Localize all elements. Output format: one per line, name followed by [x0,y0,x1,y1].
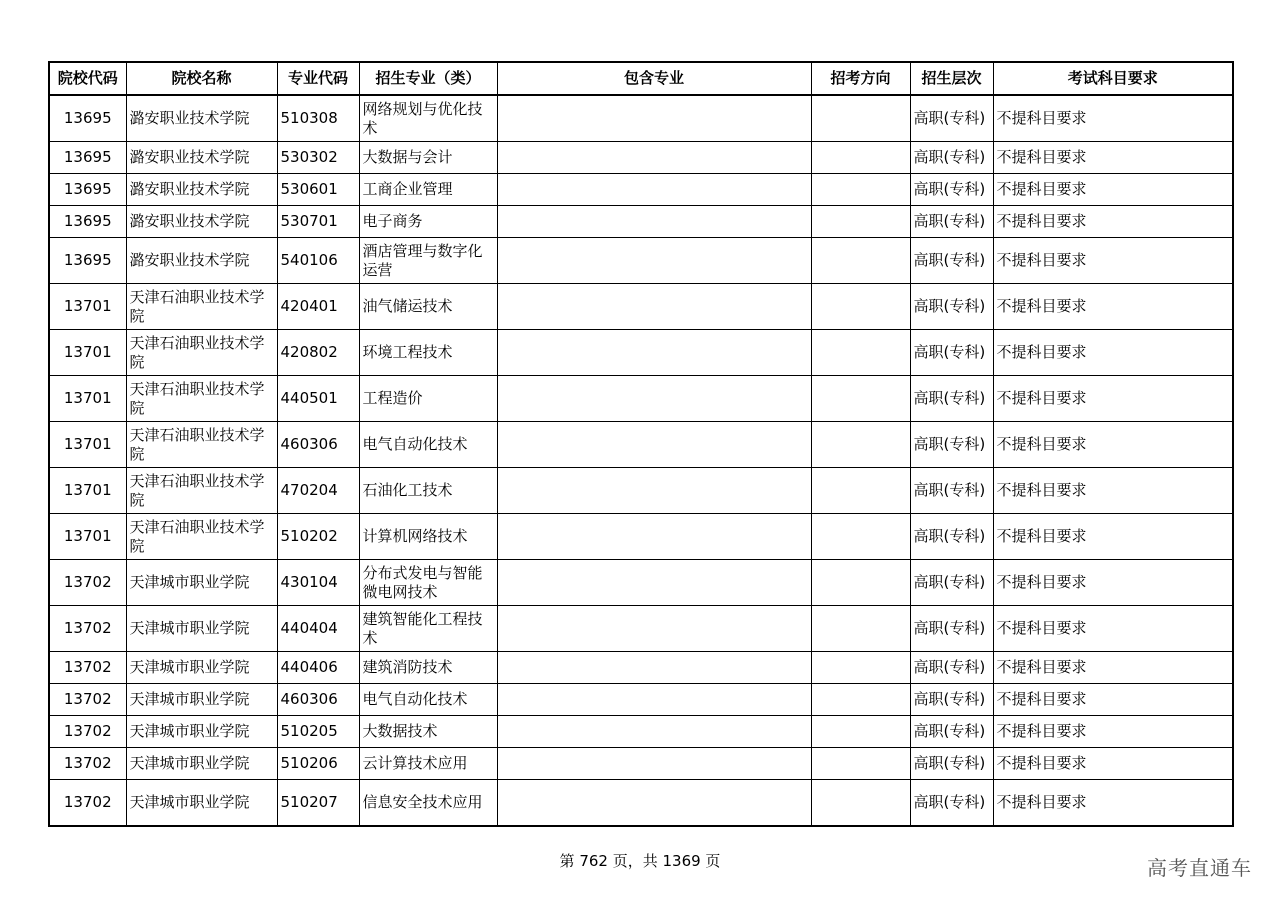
direction-cell [811,780,910,827]
direction-cell [811,284,910,330]
school-name-cell: 天津石油职业技术学院 [126,376,277,422]
direction-cell [811,560,910,606]
table-row [49,716,1233,748]
enrollment-table [48,61,1234,827]
direction-cell [811,174,910,206]
school-name-cell: 天津石油职业技术学院 [126,330,277,376]
subject-requirement-cell: 不提科目要求 [993,206,1233,238]
direction-cell [811,95,910,142]
level-cell: 高职(专科) [910,422,993,468]
level-cell: 高职(专科) [910,206,993,238]
table-row [49,652,1233,684]
major-cell: 工商企业管理 [359,174,497,206]
direction-cell [811,206,910,238]
level-cell: 高职(专科) [910,748,993,780]
direction-cell [811,606,910,652]
subject-requirement-cell: 不提科目要求 [993,422,1233,468]
level-cell: 高职(专科) [910,376,993,422]
direction-cell [811,716,910,748]
level-cell: 高职(专科) [910,560,993,606]
major-cell: 信息安全技术应用 [359,780,497,827]
level-cell: 高职(专科) [910,330,993,376]
major-cell: 环境工程技术 [359,330,497,376]
school-name-cell: 天津城市职业学院 [126,652,277,684]
school-name-cell: 潞安职业技术学院 [126,95,277,142]
level-cell: 高职(专科) [910,238,993,284]
included-majors-cell [497,652,811,684]
table-row [49,238,1233,284]
school-name-cell: 潞安职业技术学院 [126,238,277,284]
level-cell: 高职(专科) [910,468,993,514]
table-row [49,780,1233,827]
direction-cell [811,684,910,716]
school-name-cell: 天津石油职业技术学院 [126,514,277,560]
level-cell: 高职(专科) [910,716,993,748]
header-school-name: 院校名称 [126,62,277,95]
table-row [49,606,1233,652]
major-code-cell: 460306 [277,422,359,468]
subject-requirement-cell: 不提科目要求 [993,95,1233,142]
table-row [49,422,1233,468]
header-major: 招生专业（类） [359,62,497,95]
direction-cell [811,238,910,284]
subject-requirement-cell: 不提科目要求 [993,684,1233,716]
table-row [49,684,1233,716]
header-major-code: 专业代码 [277,62,359,95]
level-cell: 高职(专科) [910,606,993,652]
school-name-cell: 潞安职业技术学院 [126,174,277,206]
header-included-majors: 包含专业 [497,62,811,95]
major-cell: 工程造价 [359,376,497,422]
major-code-cell: 440404 [277,606,359,652]
subject-requirement-cell: 不提科目要求 [993,330,1233,376]
major-code-cell: 470204 [277,468,359,514]
included-majors-cell [497,468,811,514]
subject-requirement-cell: 不提科目要求 [993,142,1233,174]
major-code-cell: 510207 [277,780,359,827]
school-code-cell: 13701 [49,330,126,376]
included-majors-cell [497,174,811,206]
major-code-cell: 440501 [277,376,359,422]
direction-cell [811,652,910,684]
table-row [49,284,1233,330]
school-code-cell: 13702 [49,652,126,684]
level-cell: 高职(专科) [910,652,993,684]
school-code-cell: 13695 [49,174,126,206]
level-cell: 高职(专科) [910,174,993,206]
major-code-cell: 510205 [277,716,359,748]
school-name-cell: 天津城市职业学院 [126,716,277,748]
school-name-cell: 天津石油职业技术学院 [126,468,277,514]
major-code-cell: 460306 [277,684,359,716]
included-majors-cell [497,95,811,142]
included-majors-cell [497,238,811,284]
major-code-cell: 420802 [277,330,359,376]
included-majors-cell [497,514,811,560]
table-row [49,376,1233,422]
school-code-cell: 13701 [49,376,126,422]
level-cell: 高职(专科) [910,142,993,174]
major-cell: 电子商务 [359,206,497,238]
table-row [49,560,1233,606]
level-cell: 高职(专科) [910,514,993,560]
level-cell: 高职(专科) [910,284,993,330]
major-cell: 石油化工技术 [359,468,497,514]
header-school-code: 院校代码 [49,62,126,95]
subject-requirement-cell: 不提科目要求 [993,560,1233,606]
level-cell: 高职(专科) [910,95,993,142]
major-cell: 云计算技术应用 [359,748,497,780]
level-cell: 高职(专科) [910,780,993,827]
major-code-cell: 420401 [277,284,359,330]
header-subject-requirement: 考试科目要求 [993,62,1233,95]
major-cell: 大数据技术 [359,716,497,748]
subject-requirement-cell: 不提科目要求 [993,652,1233,684]
page-number: 第 762 页，共 1369 页 [559,852,721,870]
table-row [49,514,1233,560]
school-name-cell: 天津城市职业学院 [126,780,277,827]
school-name-cell: 天津城市职业学院 [126,606,277,652]
major-code-cell: 530601 [277,174,359,206]
major-cell: 建筑消防技术 [359,652,497,684]
included-majors-cell [497,560,811,606]
major-cell: 油气储运技术 [359,284,497,330]
table-row [49,748,1233,780]
direction-cell [811,422,910,468]
included-majors-cell [497,284,811,330]
subject-requirement-cell: 不提科目要求 [993,174,1233,206]
direction-cell [811,748,910,780]
school-code-cell: 13701 [49,422,126,468]
included-majors-cell [497,376,811,422]
table-header-row [49,62,1233,95]
major-cell: 分布式发电与智能微电网技术 [359,560,497,606]
school-code-cell: 13695 [49,95,126,142]
subject-requirement-cell: 不提科目要求 [993,748,1233,780]
major-cell: 大数据与会计 [359,142,497,174]
included-majors-cell [497,606,811,652]
included-majors-cell [497,422,811,468]
school-code-cell: 13701 [49,284,126,330]
table-row [49,95,1233,142]
school-name-cell: 天津石油职业技术学院 [126,284,277,330]
major-cell: 电气自动化技术 [359,684,497,716]
major-code-cell: 510202 [277,514,359,560]
major-code-cell: 530701 [277,206,359,238]
subject-requirement-cell: 不提科目要求 [993,606,1233,652]
table-row [49,468,1233,514]
table-row [49,206,1233,238]
direction-cell [811,330,910,376]
major-cell: 网络规划与优化技术 [359,95,497,142]
major-cell: 电气自动化技术 [359,422,497,468]
school-code-cell: 13702 [49,684,126,716]
major-cell: 酒店管理与数字化运营 [359,238,497,284]
included-majors-cell [497,716,811,748]
header-direction: 招考方向 [811,62,910,95]
header-level: 招生层次 [910,62,993,95]
school-code-cell: 13695 [49,238,126,284]
table-row [49,330,1233,376]
major-code-cell: 540106 [277,238,359,284]
included-majors-cell [497,780,811,827]
subject-requirement-cell: 不提科目要求 [993,716,1233,748]
direction-cell [811,514,910,560]
school-name-cell: 天津石油职业技术学院 [126,422,277,468]
major-code-cell: 510308 [277,95,359,142]
table-row [49,142,1233,174]
included-majors-cell [497,748,811,780]
school-name-cell: 潞安职业技术学院 [126,206,277,238]
direction-cell [811,376,910,422]
school-code-cell: 13701 [49,514,126,560]
major-code-cell: 510206 [277,748,359,780]
included-majors-cell [497,684,811,716]
major-cell: 建筑智能化工程技术 [359,606,497,652]
school-code-cell: 13702 [49,606,126,652]
included-majors-cell [497,142,811,174]
school-name-cell: 天津城市职业学院 [126,748,277,780]
school-code-cell: 13695 [49,206,126,238]
table-row [49,174,1233,206]
major-code-cell: 530302 [277,142,359,174]
subject-requirement-cell: 不提科目要求 [993,468,1233,514]
school-code-cell: 13701 [49,468,126,514]
major-cell: 计算机网络技术 [359,514,497,560]
subject-requirement-cell: 不提科目要求 [993,376,1233,422]
level-cell: 高职(专科) [910,684,993,716]
subject-requirement-cell: 不提科目要求 [993,780,1233,827]
major-code-cell: 440406 [277,652,359,684]
direction-cell [811,142,910,174]
major-code-cell: 430104 [277,560,359,606]
school-code-cell: 13702 [49,716,126,748]
direction-cell [811,468,910,514]
subject-requirement-cell: 不提科目要求 [993,284,1233,330]
school-code-cell: 13695 [49,142,126,174]
included-majors-cell [497,330,811,376]
school-code-cell: 13702 [49,560,126,606]
subject-requirement-cell: 不提科目要求 [993,238,1233,284]
school-code-cell: 13702 [49,780,126,827]
school-name-cell: 天津城市职业学院 [126,560,277,606]
school-name-cell: 天津城市职业学院 [126,684,277,716]
included-majors-cell [497,206,811,238]
school-code-cell: 13702 [49,748,126,780]
school-name-cell: 潞安职业技术学院 [126,142,277,174]
watermark-logo: 高考直通车 [1147,856,1252,880]
subject-requirement-cell: 不提科目要求 [993,514,1233,560]
